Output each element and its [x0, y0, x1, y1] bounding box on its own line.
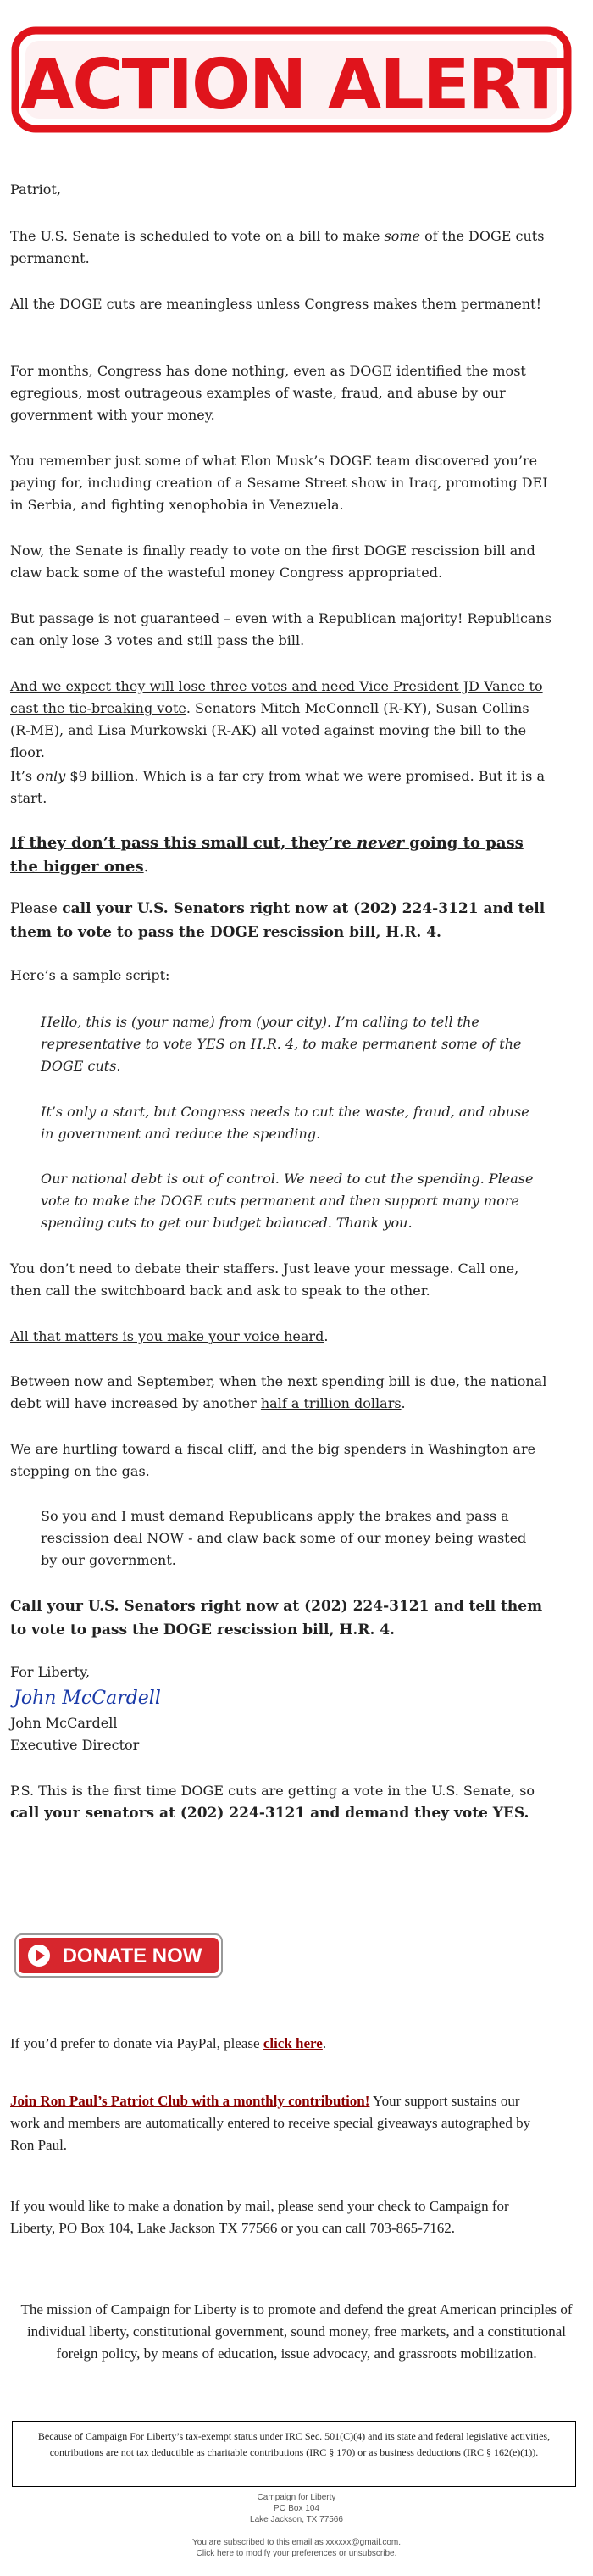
paragraph: You don’t need to debate their staffers. Just leave your message. Call one, then call the switchboard back and ask to speak to the other.: [10, 1260, 519, 1299]
mail-donation-paragraph: If you would like to make a donation by mail, please send your check to Campaign for Liberty, PO Box 104, Lake Jackson TX 77566 or you can call 703-865-7162.: [10, 2198, 509, 2236]
script-paragraph: It’s only a start, but Congress needs to cut the waste, fraud, and abuse in government and reduce the spending.: [41, 1104, 529, 1142]
patriot-club-paragraph: Join Ron Paul’s Patriot Club with a monthly contribution! Your support sustains our work and members are automatically entered to receive special giveaways autographed by Ron Paul.: [10, 2093, 531, 2153]
patriot-club-link[interactable]: Join Ron Paul’s Patriot Club with a monthly contribution!: [10, 2093, 370, 2109]
postscript: P.S. This is the first time DOGE cuts are getting a vote in the U.S. Senate, so call your senators at (202) 224-3121 and demand they vote YES.: [10, 1783, 535, 1822]
signoff: For Liberty,: [10, 1664, 91, 1680]
script-paragraph: Hello, this is (your name) from (your city). I’m calling to tell the representative to vote YES on H.R. 4, to make permanent some of the DOGE cuts.: [41, 1014, 522, 1074]
paragraph: For months, Congress has done nothing, even as DOGE identified the most egregious, most outrageous examples of waste, fraud, and abuse by our government with your money.: [10, 363, 526, 423]
paragraph: And we expect they will lose three votes and need Vice President JD Vance to cast the tie-breaking vote. Senators Mitch McConnell (R-KY), Susan Collins (R-ME), and Lisa Murkowski (R-AK) all voted against moving the bill to the floor.: [10, 678, 543, 760]
salutation: Patriot,: [10, 181, 61, 198]
paragraph: All that matters is you make your voice heard.: [10, 1328, 329, 1344]
unsubscribe-link[interactable]: unsubscribe: [348, 2549, 395, 2558]
signature-image: [10, 1682, 161, 1712]
banner-text: ACTION ALERT: [19, 45, 563, 125]
call-to-action: Please call your U.S. Senators right now at (202) 224-3121 and tell them to vote to pass the DOGE rescission bill, H.R. 4.: [10, 900, 546, 941]
tax-disclaimer: Because of Campaign For Liberty’s tax-exempt status under IRC Sec. 501(C)(4) and its state and federal legislative activities, contributions are not tax deductible as charitable contributions (IRC § 170) or as business deductions (IRC § 162(e)(1)).: [12, 2421, 576, 2487]
paragraph: So you and I must demand Republicans apply the brakes and pass a rescission deal NOW - and claw back some of our money being wasted by our government.: [41, 1508, 527, 1568]
script-paragraph: Our national debt is out of control. We need to cut the spending. Please vote to make the DOGE cuts permanent and then support many more spending cuts to get our budget balanced. Thank you.: [41, 1171, 534, 1231]
action-alert-banner: [10, 25, 573, 134]
paragraph: Now, the Senate is finally ready to vote on the first DOGE rescission bill and claw back some of the wasteful money Congress appropriated.: [10, 542, 535, 581]
footer-city: Lake Jackson, TX 77566: [250, 2515, 343, 2524]
paragraph: The U.S. Senate is scheduled to vote on a bill to make some of the DOGE cuts permanent.: [10, 228, 545, 266]
svg-text:John McCardell: John McCardell: [14, 1688, 161, 1709]
paragraph: Between now and September, when the next spending bill is due, the national debt will have increased by another half a trillion dollars.: [10, 1373, 547, 1411]
footer-subscribed: You are subscribed to this email as xxxxxx@gmail.com.: [192, 2538, 401, 2547]
footer-modify: Click here to modify your preferences or unsubscribe.: [196, 2549, 397, 2558]
donate-now-button[interactable]: [14, 1933, 224, 1978]
emphasis-paragraph: If they don’t pass this small cut, they’re never going to pass the bigger ones.: [10, 834, 524, 876]
footer-pobox: PO Box 104: [274, 2504, 319, 2513]
svg-text:DONATE NOW: DONATE NOW: [62, 1945, 202, 1967]
paypal-link[interactable]: click here: [263, 2035, 323, 2051]
call-to-action: Call your U.S. Senators right now at (202) 224-3121 and tell them to vote to pass the DOGE rescission bill, H.R. 4.: [10, 1598, 543, 1639]
paragraph: But passage is not guaranteed – even with a Republican majority! Republicans can only lose 3 votes and still pass the bill.: [10, 610, 552, 648]
paragraph: We are hurtling toward a fiscal cliff, and the big spenders in Washington are stepping on the gas.: [10, 1441, 536, 1479]
paragraph: All the DOGE cuts are meaningless unless Congress makes them permanent!: [10, 296, 542, 312]
signer-name: John McCardell: [10, 1715, 118, 1731]
paragraph: You remember just some of what Elon Musk’s DOGE team discovered you’re paying for, including creation of a Sesame Street show in Iraq, promoting DEI in Serbia, and fighting xenophobia in Venezuela.: [10, 453, 548, 513]
paragraph: It’s only $9 billion. Which is a far cry from what we were promised. But it is a start.: [10, 768, 545, 806]
paragraph: Here’s a sample script:: [10, 967, 170, 983]
paypal-paragraph: If you’d prefer to donate via PayPal, please click here.: [10, 2035, 327, 2051]
footer-org: Campaign for Liberty: [257, 2493, 336, 2502]
signer-title: Executive Director: [10, 1737, 140, 1753]
mission-statement: The mission of Campaign for Liberty is to promote and defend the great American principles of individual liberty, constitutional government, sound money, free markets, and a constitutional foreign policy, by means of education, issue advocacy, and grassroots mobilization.: [20, 2301, 573, 2362]
preferences-link[interactable]: preferences: [291, 2549, 337, 2558]
